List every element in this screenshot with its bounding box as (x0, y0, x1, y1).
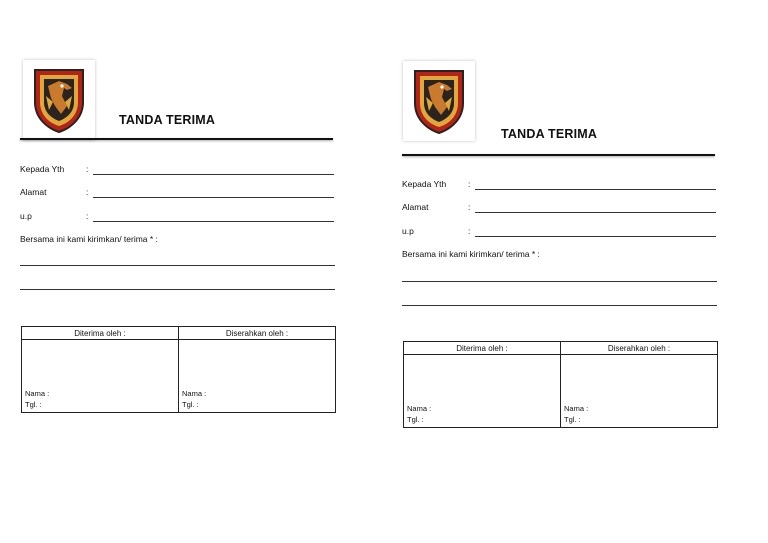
field-label: Alamat (20, 187, 47, 197)
signature-table (403, 341, 718, 428)
company-logo (403, 61, 475, 141)
date-label: Tgl. : (564, 415, 581, 424)
eagle-shield-icon (411, 67, 467, 135)
attention-input-line[interactable] (475, 236, 716, 237)
field-colon: : (86, 164, 89, 174)
form-title: TANDA TERIMA (119, 113, 216, 127)
field-label: u.p (20, 211, 32, 221)
form-title: TANDA TERIMA (501, 127, 598, 141)
address-field (402, 202, 722, 214)
company-logo (23, 60, 95, 140)
item-line-1[interactable] (402, 281, 717, 282)
received-by-header: Diterima oleh : (404, 342, 561, 355)
item-line-2[interactable] (402, 305, 717, 306)
field-label: Kepada Yth (402, 179, 447, 189)
handed-over-by-header: Diserahkan oleh : (179, 327, 336, 340)
address-field (20, 187, 340, 199)
attention-field (402, 226, 722, 238)
item-line-1[interactable] (20, 265, 335, 266)
name-label: Nama : (407, 404, 432, 413)
name-label: Nama : (182, 389, 207, 398)
recipient-field (20, 164, 340, 176)
sent-received-note: Bersama ini kami kirimkan/ terima * : (402, 249, 540, 259)
address-input-line[interactable] (475, 212, 716, 213)
field-colon: : (468, 179, 471, 189)
field-colon: : (468, 202, 471, 212)
sent-received-note: Bersama ini kami kirimkan/ terima * : (20, 234, 158, 244)
date-label: Tgl. : (25, 400, 42, 409)
field-label: u.p (402, 226, 414, 236)
recipient-input-line[interactable] (93, 174, 334, 175)
title-divider (402, 154, 715, 156)
field-colon: : (86, 187, 89, 197)
attention-field (20, 211, 340, 223)
recipient-input-line[interactable] (475, 189, 716, 190)
received-by-signature-cell[interactable] (22, 340, 179, 413)
field-label: Kepada Yth (20, 164, 65, 174)
name-label: Nama : (564, 404, 589, 413)
recipient-field (402, 179, 722, 191)
received-by-header: Diterima oleh : (22, 327, 179, 340)
signature-table (21, 326, 336, 413)
field-colon: : (468, 226, 471, 236)
handed-over-signature-cell[interactable] (561, 355, 718, 428)
received-by-signature-cell[interactable] (404, 355, 561, 428)
title-divider (20, 138, 333, 140)
eagle-shield-icon (31, 66, 87, 134)
name-label: Nama : (25, 389, 50, 398)
attention-input-line[interactable] (93, 221, 334, 222)
field-colon: : (86, 211, 89, 221)
handed-over-by-header: Diserahkan oleh : (561, 342, 718, 355)
address-input-line[interactable] (93, 197, 334, 198)
date-label: Tgl. : (407, 415, 424, 424)
field-label: Alamat (402, 202, 429, 212)
item-line-2[interactable] (20, 289, 335, 290)
date-label: Tgl. : (182, 400, 199, 409)
handed-over-signature-cell[interactable] (179, 340, 336, 413)
